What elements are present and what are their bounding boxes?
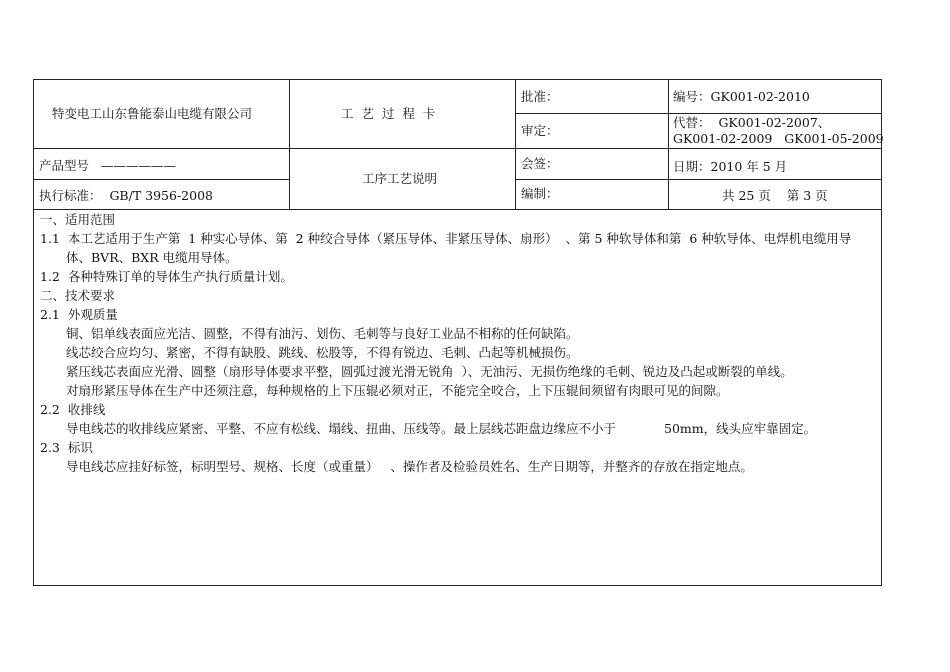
row-divider-countersign — [515, 179, 882, 180]
standard-reference: 执行标准： GB/T 3956-2008 — [39, 188, 213, 203]
row-divider-model — [33, 179, 289, 180]
countersign-label: 会签： — [521, 156, 559, 171]
row-divider-header — [33, 148, 882, 149]
col-divider-1 — [289, 79, 290, 209]
page-count: 共 25 页 第 3 页 — [722, 188, 828, 203]
clause-2-2-a — [40, 419, 875, 438]
clause-2-2-a-value: 50mm，线头应牢靠固定。 — [664, 421, 817, 436]
clause-2-1-c: 紧压线芯表面应光滑、圆整（扇形导体要求平整，圆弧过渡光滑无锐角 ）、无油污、无损伤绝缘的毛刺、锐边及凸起或断裂的单线。 — [66, 364, 793, 379]
section-scope: 一、适用范围 — [40, 212, 116, 227]
row-divider-approve — [515, 113, 882, 114]
review-label: 审定： — [521, 123, 559, 138]
col-divider-3 — [668, 79, 669, 209]
clause-2-1: 2.1 外观质量 — [40, 307, 118, 322]
col-divider-2 — [515, 79, 516, 209]
clause-1-2: 1.2 各种特殊订单的导体生产执行质量计划。 — [40, 269, 293, 284]
document-code: 编号：GK001-02-2010 — [673, 89, 810, 104]
product-model: 产品型号 —————— — [39, 158, 176, 173]
clause-2-1-b: 线芯绞合应均匀、紧密，不得有缺股、跳线、松股等，不得有锐边、毛刺、凸起等机械损伤。 — [66, 345, 579, 360]
process-content — [40, 210, 875, 476]
approve-label: 批准： — [521, 89, 559, 104]
compile-label: 编制： — [521, 186, 559, 201]
clause-2-1-a: 铜、铝单线表面应光洁、圆整，不得有油污、划伤、毛刺等与良好工业品不相称的任何缺陷。 — [66, 326, 579, 341]
clause-2-3: 2.3 标识 — [40, 440, 93, 455]
replace-codes-line1: 代替： GK001-02-2007、 — [673, 115, 831, 130]
clause-1-1: 1.1 本工艺适用于生产第 1 种实心导体、第 2 种绞合导体（紧压导体、非紧压导体、扇形） 、第 5 种软导体和第 6 种软导体、电焊机电缆用导 — [40, 231, 852, 246]
company-name: 特变电工山东鲁能泰山电缆有限公司 — [52, 106, 253, 121]
section-technical: 二、技术要求 — [40, 288, 116, 303]
replace-codes-line2: GK001-02-2009 GK001-05-2009 — [673, 131, 884, 146]
process-description: 工序工艺说明 — [362, 171, 438, 186]
clause-2-2-a-text: 导电线芯的收排线应紧密、平整、不应有松线、塌线、扭曲、压线等。最上层线芯距盘边缘应不小于 — [66, 421, 617, 436]
card-title: 工 艺 过 程 卡 — [341, 106, 436, 121]
clause-2-3-a: 导电线芯应挂好标签，标明型号、规格、长度（或重量） 、操作者及检验员姓名、生产日期等，并整齐的存放在指定地点。 — [66, 459, 753, 474]
issue-date: 日期：2010 年 5 月 — [673, 159, 788, 174]
clause-2-1-d: 对扇形紧压导体在生产中还须注意，每种规格的上下压辊必须对正，不能完全咬合，上下压辊间须留有肉眼可见的间隙。 — [66, 383, 729, 398]
clause-2-2: 2.2 收排线 — [40, 402, 106, 417]
clause-1-1-cont: 体、BVR、BXR 电缆用导体。 — [66, 250, 238, 265]
